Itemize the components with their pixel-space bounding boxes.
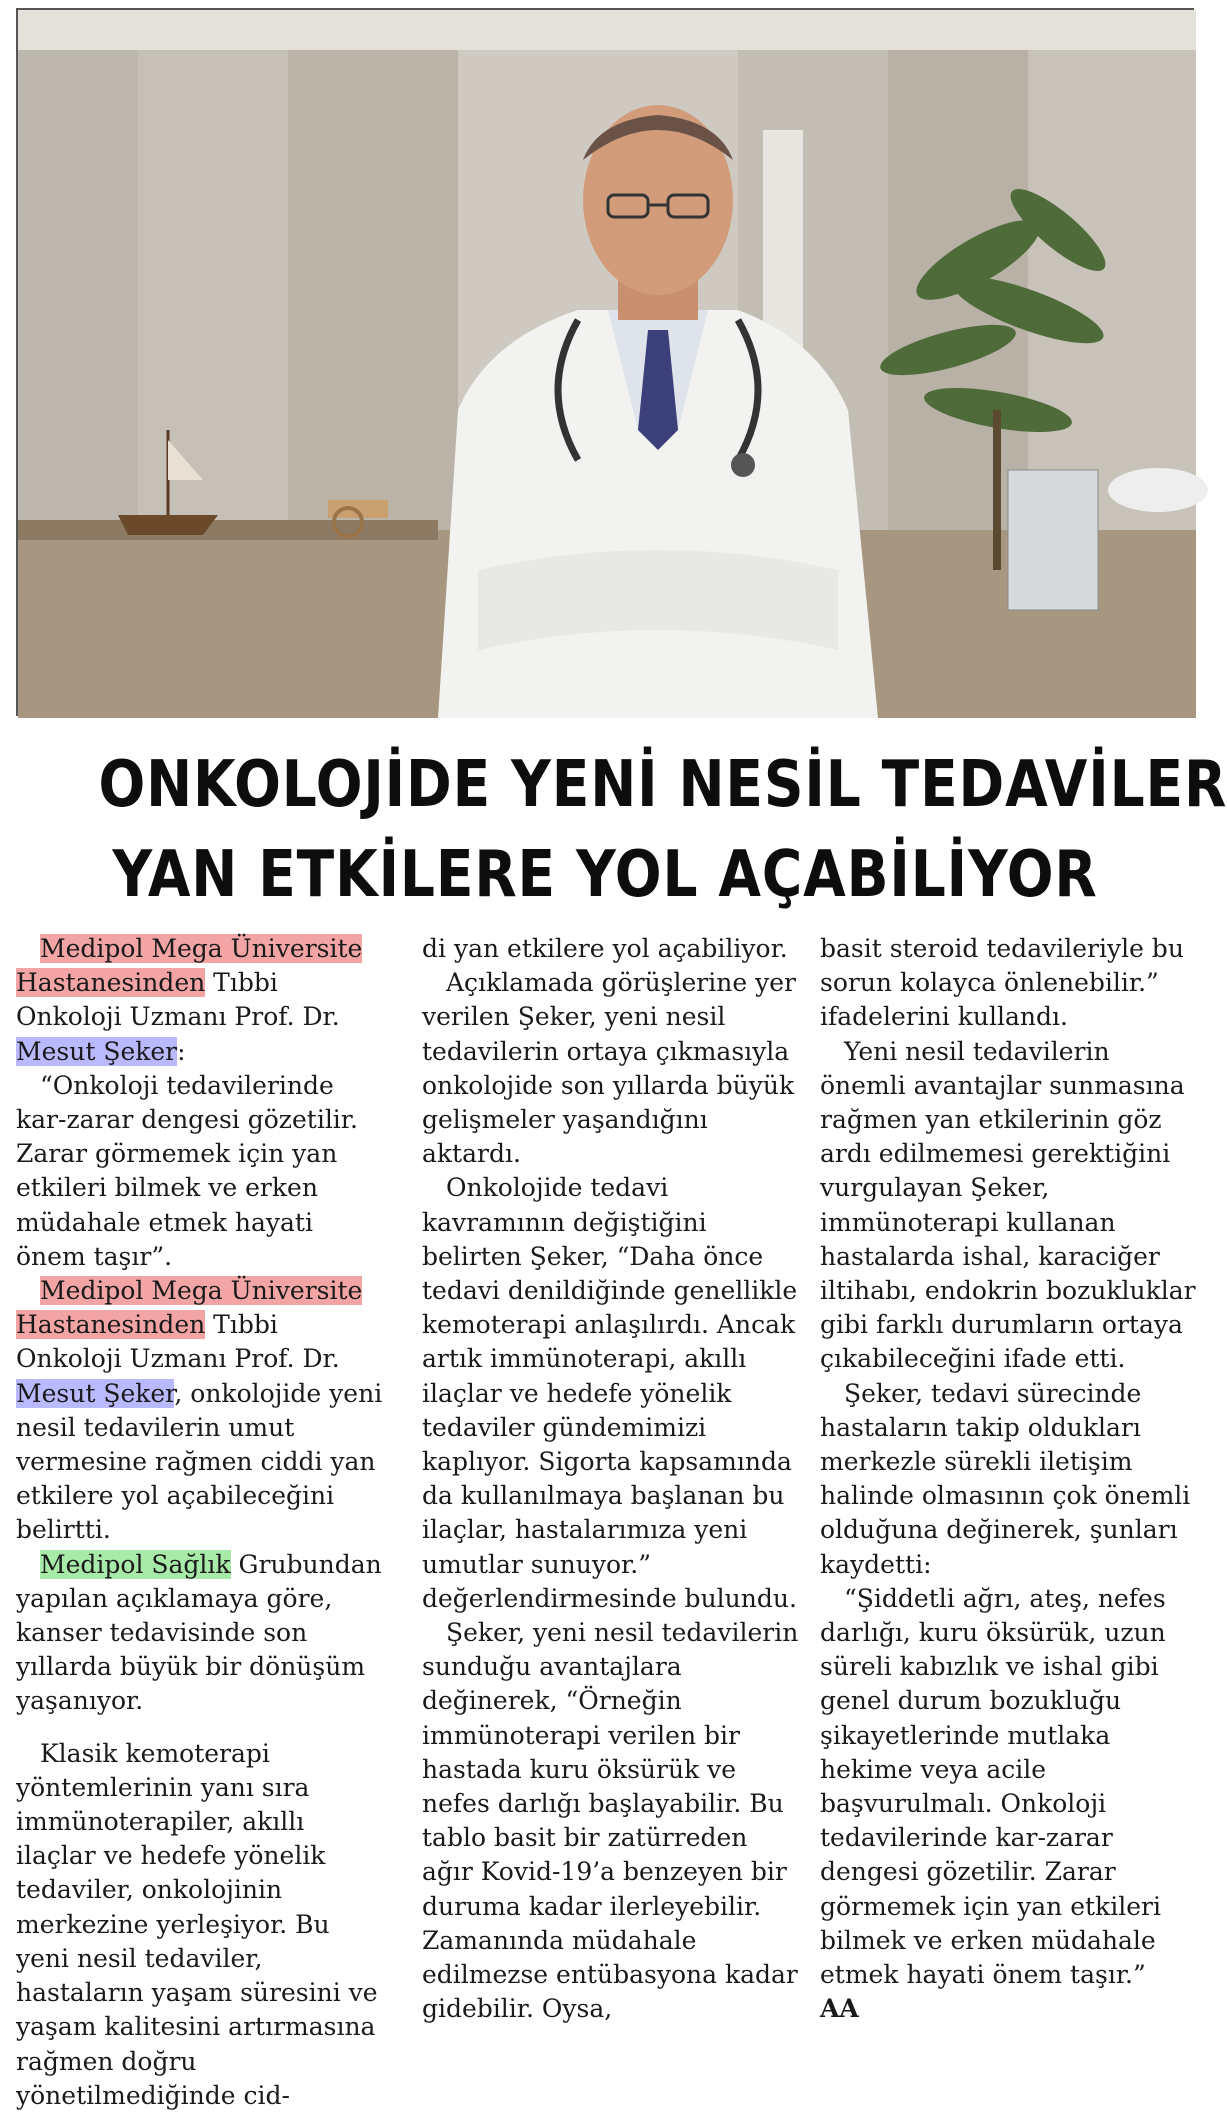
paragraph: Şeker, yeni nesil tedavilerin sunduğu avantajlara değinerek, “Örneğin immünoterapi verilen bir hastada kuru öksürük ve nefes darlığı başlayabilir. Bu tablo basit bir zatürreden ağır Kovid-19’a benzeyen bir duruma kadar ilerleyebilir. Zamanında müdahale edilmezse entübasyona kadar gidebilir. Oysa, <box>422 1618 799 2024</box>
headline-line-2: YAN ETKİLERE YOL AÇABİLİYOR <box>112 838 1098 912</box>
paragraph: Klasik kemoterapi yöntemlerinin yanı sıra immünoterapiler, akıllı ilaçlar ve hedefe yönelik tedaviler, onkolojinin merkezine yerleşiyor. Bu yeni nesil tedaviler, hastaların yaşam süresini ve yaşam kalitesini artırmasına rağmen doğru yönetilmediğinde cid- <box>16 1738 378 2110</box>
paragraph-text: Grubundan yapılan açıklamaya göre, kanser tedavisinde son yıllarda büyük bir dönüşüm yaşanıyor. <box>16 1549 382 1716</box>
paragraph <box>16 1274 386 1548</box>
highlight-organization: Medipol Mega Üniversite Hastanesinden <box>16 1276 363 1340</box>
doctor-portrait-icon <box>18 10 1196 718</box>
paragraph: Yeni nesil tedavilerin önemli avantajlar sunmasına rağmen yan etkilerinin göz ardı edilmemesi gerektiğini vurgulayan Şeker, immünoterapi kullanan hastalarda ishal, karaciğer iltihabı, endokrin bozukluklar gibi farklı durumların ortaya çıkabileceğini ifade etti. <box>820 1036 1196 1374</box>
paragraph-text: Tıbbi Onkoloji Uzmanı Prof. Dr. <box>16 1310 340 1374</box>
paragraph: Şeker, tedavi sürecinde hastaların takip oldukları merkezle sürekli iletişim halinde olmasının çok önemli olduğuna değinerek, şunları kaydetti: <box>820 1378 1191 1579</box>
paragraph-text: , onkolojide yeni nesil tedavilerin umut vermesine rağmen ciddi yan etkilere yol açabileceğini belirtti. <box>16 1378 383 1545</box>
headline-line-1: ONKOLOJİDE YENİ NESİL TEDAVİLER <box>98 748 1227 822</box>
article-column-3 <box>820 932 1196 2024</box>
highlight-person: Mesut Şeker <box>16 1378 175 1408</box>
article-column-1 <box>16 932 386 2110</box>
highlight-organization: Medipol Mega Üniversite Hastanesinden <box>16 934 363 998</box>
highlight-person: Mesut Şeker <box>16 1036 178 1066</box>
paragraph: di yan etkilere yol açabiliyor. <box>422 934 788 963</box>
paragraph: Onkolojide tedavi kavramının değiştiğini belirten Şeker, “Daha önce tedavi denildiğinde genellikle kemoterapi anlaşılırdı. Ancak artık immünoterapi, akıllı ilaçlar ve hedefe yönelik tedaviler gündemimizi kaplıyor. Sigorta kapsamında da kullanılmaya başlanan bu ilaçlar, hastalarımıza yeni umutlar sunuyor.” değerlendirmesinde bulundu. <box>422 1173 798 1613</box>
highlight-organization: Medipol Sağlık <box>40 1549 231 1579</box>
article-column-2 <box>422 932 802 2024</box>
paragraph: basit steroid tedavileriyle bu sorun kolayca önlenebilir.” ifadelerini kullandı. <box>820 934 1184 1032</box>
paragraph <box>16 1548 386 1719</box>
paragraph-text: Tıbbi Onkoloji Uzmanı Prof. Dr. <box>16 968 340 1032</box>
paragraph <box>16 932 386 1069</box>
paragraph: “Onkoloji tedavilerinde kar-zarar dengesi gözetilir. Zarar görmemek için yan etkileri bilmek ve erken müdahale etmek hayati önem taşır”. <box>16 1070 358 1271</box>
paragraph: “Şiddetli ağrı, ateş, nefes darlığı, kuru öksürük, uzun süreli kabızlık ve ishal gibi genel durum bozukluğu şikayetlerinde mutlaka hekime veya acile başvurulmalı. Onkoloji tedavilerinde kar-zarar dengesi gözetilir. Zarar görmemek için yan etkileri bilmek ve erken müdahale etmek hayati önem taşır.” <box>820 1583 1166 1990</box>
paragraph: Açıklamada görüşlerine yer verilen Şeker, yeni nesil tedavilerin ortaya çıkmasıyla onkolojide son yıllarda büyük gelişmeler yaşandığını aktardı. <box>422 968 796 1169</box>
paragraph-text: : <box>177 1036 186 1066</box>
byline: AA <box>820 1994 859 2024</box>
article-photo <box>16 8 1194 716</box>
